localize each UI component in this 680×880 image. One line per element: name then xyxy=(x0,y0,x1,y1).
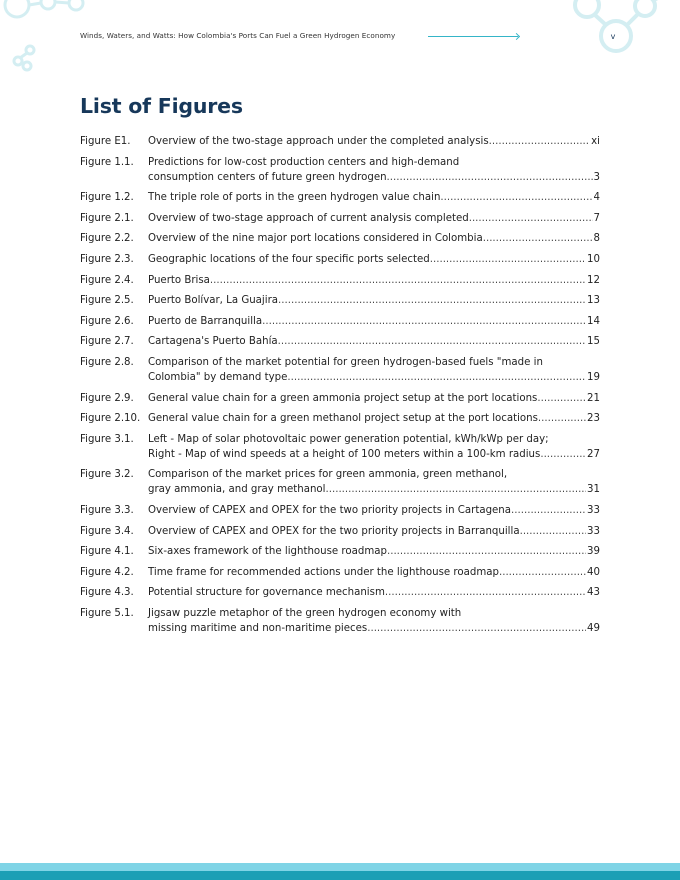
dot-leader xyxy=(287,370,586,385)
figure-label: Figure 2.9. xyxy=(80,392,134,404)
figure-page-number: 43 xyxy=(587,587,600,599)
figure-title: Left - Map of solar photovoltaic power generation potential, kWh/kWp per day; xyxy=(148,433,549,445)
figure-entry[interactable] xyxy=(80,211,600,226)
dot-leader xyxy=(262,314,586,329)
figure-page-number: 12 xyxy=(587,274,600,286)
figure-title: missing maritime and non-maritime pieces xyxy=(148,622,368,634)
figure-page-number: 13 xyxy=(587,295,600,307)
dot-leader xyxy=(210,273,586,288)
figure-label: Figure 2.3. xyxy=(80,253,134,265)
dot-leader xyxy=(499,565,586,580)
figure-page-number: 33 xyxy=(587,504,600,516)
figure-page-number: 8 xyxy=(593,233,600,245)
figure-label: Figure 4.3. xyxy=(80,587,134,599)
figure-label: Figure 2.10. xyxy=(80,413,141,425)
figure-title: Overview of two-stage approach of current analysis completed xyxy=(148,212,469,224)
figure-label: Figure 2.7. xyxy=(80,336,134,348)
page-title: List of Figures xyxy=(80,94,243,118)
dot-leader xyxy=(278,334,586,349)
figure-page-number: 23 xyxy=(587,413,600,425)
figure-title: Puerto Bolívar, La Guajira xyxy=(148,295,279,307)
header-divider-line xyxy=(428,36,518,37)
figure-title: General value chain for a green ammonia project setup at the port locations xyxy=(148,392,538,404)
figure-label: Figure 1.1. xyxy=(80,156,134,168)
list-of-figures xyxy=(80,134,600,641)
figure-title: Puerto Brisa xyxy=(148,274,210,286)
figure-label: Figure 3.3. xyxy=(80,504,134,516)
figure-label: Figure 2.6. xyxy=(80,315,134,327)
figure-entry[interactable] xyxy=(80,355,600,385)
figure-page-number: 39 xyxy=(587,546,600,558)
figure-page-number: 14 xyxy=(587,315,600,327)
figure-page-number: 10 xyxy=(587,253,600,265)
dot-leader xyxy=(325,482,586,497)
figure-title: Comparison of the market prices for green ammonia, green methanol, xyxy=(148,469,508,481)
figure-entry[interactable] xyxy=(80,231,600,246)
figure-page-number: 7 xyxy=(593,212,600,224)
figure-entry[interactable] xyxy=(80,524,600,539)
page-number: v xyxy=(610,32,616,41)
figure-title: Predictions for low-cost production centers and high-demand xyxy=(148,156,460,168)
molecule-decoration-left xyxy=(0,0,100,80)
figure-label: Figure 4.1. xyxy=(80,546,134,558)
figure-title: Right - Map of wind speeds at a height of 100 meters within a 100-km radius xyxy=(148,448,541,460)
figure-entry[interactable] xyxy=(80,391,600,406)
figure-title: Puerto de Barranquilla xyxy=(148,315,263,327)
figure-title: Geographic locations of the four specific ports selected xyxy=(148,253,430,265)
figure-title: Time frame for recommended actions under the lighthouse roadmap xyxy=(148,566,499,578)
figure-label: Figure 2.8. xyxy=(80,356,134,368)
figure-title: Overview of the nine major port locations considered in Colombia xyxy=(148,233,483,245)
figure-title: The triple role of ports in the green hydrogen value chain xyxy=(148,192,441,204)
figure-entry[interactable] xyxy=(80,503,600,518)
dot-leader xyxy=(538,411,586,426)
dot-leader xyxy=(511,503,586,518)
figure-label: Figure 2.4. xyxy=(80,274,134,286)
figure-page-number: 3 xyxy=(593,171,600,183)
figure-title: Overview of the two-stage approach under the completed analysis xyxy=(148,136,489,147)
figure-title: Cartagena's Puerto Bahía xyxy=(148,336,278,348)
figure-entry[interactable] xyxy=(80,252,600,267)
figure-title: Colombia" by demand type xyxy=(148,371,288,383)
figure-entry[interactable] xyxy=(80,314,600,329)
figure-label: Figure 3.2. xyxy=(80,469,134,481)
figure-entry[interactable] xyxy=(80,293,600,308)
figure-label: Figure 2.1. xyxy=(80,212,134,224)
dot-leader xyxy=(385,585,586,600)
figure-page-number: 33 xyxy=(587,525,600,537)
figure-entry[interactable] xyxy=(80,467,600,497)
dot-leader xyxy=(440,190,592,205)
figure-entry[interactable] xyxy=(80,565,600,580)
figure-entry[interactable] xyxy=(80,190,600,205)
figure-entry[interactable] xyxy=(80,544,600,559)
figure-title: General value chain for a green methanol project setup at the port locations xyxy=(148,413,538,425)
dot-leader xyxy=(430,252,586,267)
figure-page-number: 19 xyxy=(587,371,600,383)
figure-title: Overview of CAPEX and OPEX for the two priority projects in Cartagena xyxy=(148,504,512,516)
figure-entry[interactable] xyxy=(80,411,600,426)
figure-entry[interactable] xyxy=(80,155,600,185)
figure-entry[interactable] xyxy=(80,334,600,349)
figure-title: Jigsaw puzzle metaphor of the green hydrogen economy with xyxy=(148,607,462,619)
dot-leader xyxy=(367,621,586,636)
figure-page-number: 31 xyxy=(587,484,600,496)
figure-page-number: 21 xyxy=(587,392,600,404)
arrow-right-icon xyxy=(513,32,520,39)
figure-entry[interactable] xyxy=(80,606,600,636)
dot-leader xyxy=(278,293,586,308)
dot-leader xyxy=(469,211,593,226)
dot-leader xyxy=(483,231,593,246)
figure-entry[interactable] xyxy=(80,585,600,600)
figure-entry[interactable] xyxy=(80,432,600,462)
figure-label: Figure 3.4. xyxy=(80,525,134,537)
footer-band-dark xyxy=(0,871,680,880)
dot-leader xyxy=(387,544,586,559)
figure-title: consumption centers of future green hydrogen xyxy=(148,171,387,183)
figure-label: Figure 4.2. xyxy=(80,566,134,578)
running-header-title: Winds, Waters, and Watts: How Colombia's Ports Can Fuel a Green Hydrogen Economy xyxy=(80,31,396,40)
figure-label: Figure 1.2. xyxy=(80,192,134,204)
dot-leader xyxy=(387,170,593,185)
footer-band-light xyxy=(0,863,680,871)
figure-entry[interactable] xyxy=(80,273,600,288)
figure-entry[interactable] xyxy=(80,134,600,149)
figure-title: gray ammonia, and gray methanol xyxy=(148,484,326,496)
figure-page-number: 49 xyxy=(587,622,600,634)
figure-label: Figure 3.1. xyxy=(80,433,134,445)
figure-page-number: 15 xyxy=(587,336,600,348)
figure-title: Comparison of the market potential for green hydrogen-based fuels "made in xyxy=(148,356,543,368)
figure-label: Figure 2.5. xyxy=(80,295,134,307)
figure-page-number: xi xyxy=(591,136,600,147)
figure-page-number: 4 xyxy=(593,192,600,204)
figure-label: Figure 2.2. xyxy=(80,233,134,245)
figure-page-number: 27 xyxy=(587,448,600,460)
figure-label: Figure 5.1. xyxy=(80,607,134,619)
dot-leader xyxy=(489,134,591,149)
dot-leader xyxy=(537,391,586,406)
figure-title: Six-axes framework of the lighthouse roadmap xyxy=(148,546,387,558)
figure-title: Overview of CAPEX and OPEX for the two priority projects in Barranquilla xyxy=(148,525,520,537)
figure-page-number: 40 xyxy=(587,566,600,578)
figure-label: Figure E1. xyxy=(80,136,131,147)
figure-title: Potential structure for governance mechanism xyxy=(148,587,385,599)
dot-leader xyxy=(520,524,586,539)
dot-leader xyxy=(540,447,586,462)
